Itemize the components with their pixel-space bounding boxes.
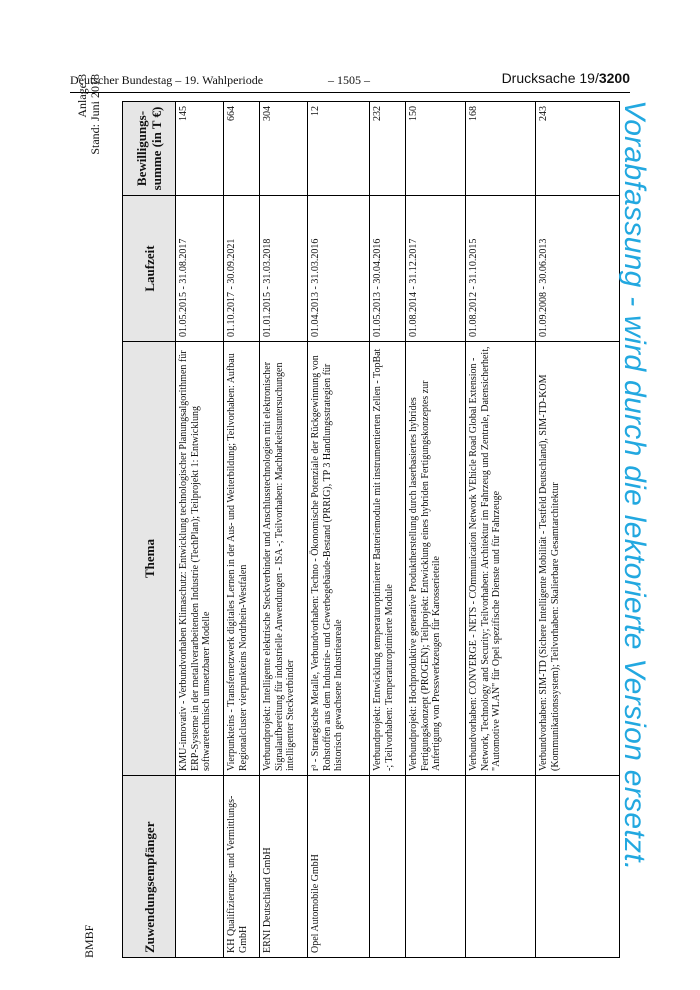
amount-cell: 145 — [176, 102, 224, 196]
topic-cell: Verbundvorhaben: CONVERGE - NETS - COmmunication Network VEhicle Road Global Extension - Network, Technology and Security; Teilvorhaben: Architektur im Fahrzeug und Zentrale, Datensicherheit, "Automotive WLAN" für Opel spezifische Dienste und für Fahrzeuge — [466, 342, 536, 776]
period-cell: 01.08.2014 - 31.12.2017 — [406, 196, 466, 342]
column-header-period: Laufzeit — [123, 196, 176, 342]
column-header-recipient: Zuwendungsempfänger — [123, 776, 176, 958]
rotated-content — [76, 68, 636, 958]
topic-cell: Verbundprojekt: Entwicklung temperaturoptimierter Batteriemodule mit instrumentierten Zellen - TopBat -; Teilvorhaben: Temperaturoptimierte Module — [370, 342, 406, 776]
period-cell: 01.01.2015 - 31.03.2018 — [260, 196, 308, 342]
period-cell: 01.05.2015 - 31.08.2017 — [176, 196, 224, 342]
period-cell: 01.05.2013 - 30.04.2016 — [370, 196, 406, 342]
amount-cell: 232 — [370, 102, 406, 196]
topic-cell: KMU-innovativ - Verbundvorhaben Klimaschutz: Entwicklung technologischer Planungsalgorithmen für ERP-Systeme in der metallverarbeitenden Industrie (TechPlan); Teilprojekt 1: Entwicklung softwaretechnisch umsetzbarer Modelle — [176, 342, 224, 776]
table-row — [224, 102, 260, 958]
recipient-cell: ERNI Deutschland GmbH — [260, 776, 308, 958]
period-cell: 01.04.2013 - 31.03.2016 — [308, 196, 370, 342]
amount-cell: 304 — [260, 102, 308, 196]
table-row — [260, 102, 308, 958]
recipient-cell — [536, 776, 620, 958]
header-parliament: Deutscher Bundestag – 19. Wahlperiode — [70, 73, 264, 87]
topic-cell: Verbundprojekt: Intelligente elektrische Steckverbinder und Anschlusstechnologien mit elektronischer Signalaufbereitung für industrielle Anwendungen - ISA -; Teilvorhaben: Machbarkeitsuntersuchungen intelligenter Steckverbinder — [260, 342, 308, 776]
amount-cell: 150 — [406, 102, 466, 196]
annex-label — [76, 74, 102, 155]
topic-cell: Verbundvorhaben: SIM-TD (Sichere Intelligente Mobilität - Testfeld Deutschland), SIM-TD-KOM (Kommunikationssystem); Teilvorhaben: Skalierbare Gesamtarchitektur — [536, 342, 620, 776]
column-header-amount: Bewilligungs-summe (in T €) — [123, 102, 176, 196]
recipient-cell: KH Qualifizierungs- und Vermittlungs-GmbH — [224, 776, 260, 958]
page-number: – 1505 – — [328, 73, 370, 87]
recipient-cell: Opel Automobile GmbH — [308, 776, 370, 958]
table-row — [308, 102, 370, 958]
amount-cell: 168 — [466, 102, 536, 196]
annex-number: Anlage 3 — [75, 74, 89, 118]
recipient-cell — [370, 776, 406, 958]
amount-cell: 12 — [308, 102, 370, 196]
topic-cell: r³ - Strategische Metalle, Verbundvorhaben: Techno - Ökonomische Potenziale der Rückgewinnung von Rohstoffen aus dem Industrie- und Gewerbegebäude-Bestand (PRRIG), TP 3 Handlungsstrategien für historisch gewachsene Industrieareale — [308, 342, 370, 776]
recipient-cell — [176, 776, 224, 958]
amount-cell: 243 — [536, 102, 620, 196]
recipient-cell — [406, 776, 466, 958]
amount-cell: 664 — [224, 102, 260, 196]
table-row — [370, 102, 406, 958]
period-cell: 01.10.2017 - 30.09.2021 — [224, 196, 260, 342]
table-row — [406, 102, 466, 958]
table-header-row — [123, 102, 176, 958]
annex-date: Stand: Juni 2018 — [88, 74, 102, 155]
topic-cell: Verbundprojekt: Hochproduktive generative Produktherstellung durch laserbasiertes hybrides Fertigungskonzept (PROGEN); Teilprojekt: Entwicklung eines hybriden Fertigungskonzeptes zur Anfertigung von Presswerkzeugen für Karosserieteile — [406, 342, 466, 776]
drucksache-number: Drucksache 19/3200 — [501, 70, 630, 86]
table-row — [536, 102, 620, 958]
topic-cell: Vierpunkteins - Transfernetzwerk digitales Lernen in der Aus- und Weiterbildung; Teilvorhaben: Aufbau Regionalcluster vierpunkteins Nordrhein-Westfalen — [224, 342, 260, 776]
table-row — [466, 102, 536, 958]
recipient-cell — [466, 776, 536, 958]
grant-table — [122, 101, 620, 958]
watermark: Vorabfassung - wird durch die lektorierte Version ersetzt. — [618, 100, 651, 871]
period-cell: 01.09.2008 - 30.06.2013 — [536, 196, 620, 342]
ministry-label: BMBF — [82, 924, 96, 958]
table-row — [176, 102, 224, 958]
period-cell: 01.08.2012 - 31.10.2015 — [466, 196, 536, 342]
column-header-topic: Thema — [123, 342, 176, 776]
